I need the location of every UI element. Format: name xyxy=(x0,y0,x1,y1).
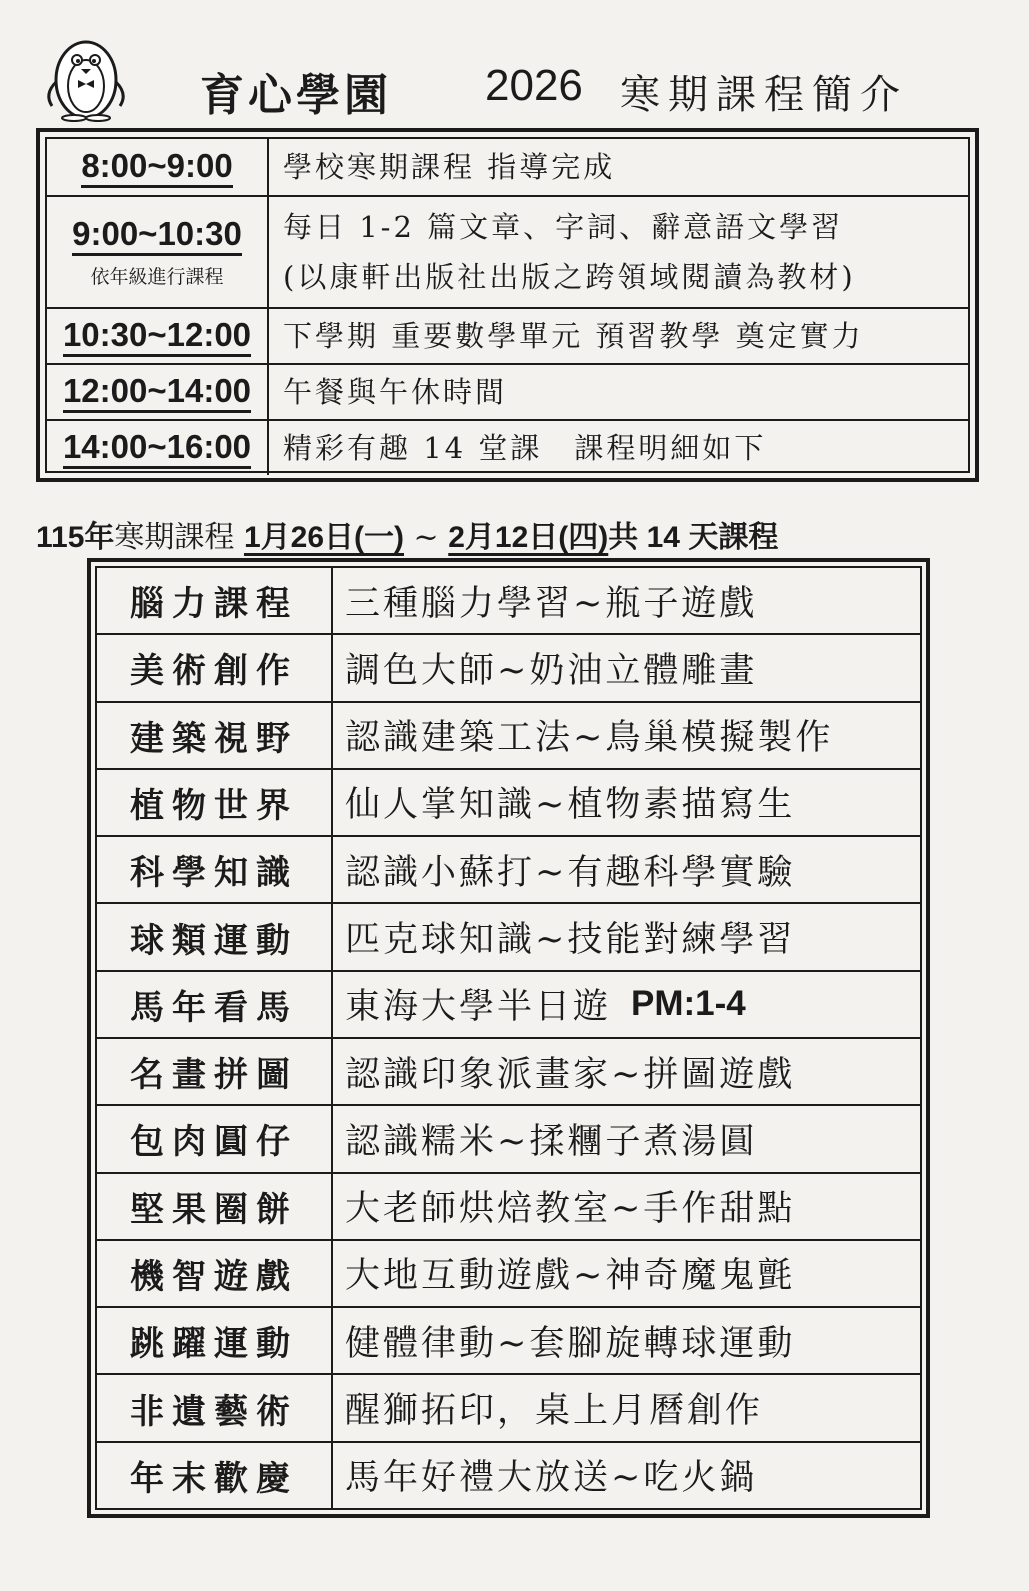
schedule-row xyxy=(47,421,968,475)
course-row xyxy=(97,1443,920,1508)
course-description xyxy=(333,1106,920,1171)
course-description-text: 認識印象派畫家~拼圖遊戲 xyxy=(345,1054,796,1095)
schedule-time-cell xyxy=(47,365,269,419)
course-row xyxy=(97,568,920,635)
schedule-description xyxy=(269,309,968,363)
header-year: 2026 xyxy=(485,61,583,110)
schedule-description xyxy=(269,365,968,419)
schedule-line: 午餐與午休時間 xyxy=(283,375,508,409)
course-description-text: 醒獅拓印，桌上月曆創作 xyxy=(345,1391,764,1432)
schedule-description xyxy=(269,197,968,307)
schedule-row xyxy=(47,139,968,197)
course-name: 非遺藝術 xyxy=(97,1375,333,1440)
daily-schedule-table xyxy=(36,128,979,482)
course-name: 跳躍運動 xyxy=(97,1308,333,1373)
schedule-time-cell xyxy=(47,139,269,195)
schedule-time: 8:00~9:00 xyxy=(81,147,232,188)
course-description-text: 匹克球知識~技能對練學習 xyxy=(345,920,796,961)
schedule-row xyxy=(47,365,968,421)
schedule-line: 精彩有趣 14 堂課 課程明細如下 xyxy=(283,431,767,465)
course-row xyxy=(97,1375,920,1442)
course-name: 機智遊戲 xyxy=(97,1241,333,1306)
daily-schedule-body xyxy=(45,137,970,473)
course-description-text: 健體律動~套腳旋轉球運動 xyxy=(345,1323,796,1364)
course-time-note: PM:1-4 xyxy=(631,984,746,1024)
course-description-text: 認識小蘇打~有趣科學實驗 xyxy=(345,852,796,893)
course-description xyxy=(333,568,920,633)
course-description-text: 大地互動遊戲~神奇魔鬼氈 xyxy=(345,1256,796,1297)
course-description xyxy=(333,703,920,768)
course-name: 包肉圓仔 xyxy=(97,1106,333,1171)
course-row xyxy=(97,635,920,702)
course-description xyxy=(333,635,920,700)
course-description-text: 三種腦力學習~瓶子遊戲 xyxy=(345,583,758,624)
course-table-body xyxy=(95,566,922,1510)
course-description xyxy=(333,1039,920,1104)
program-label: 寒期課程 xyxy=(114,520,235,555)
course-description xyxy=(333,972,920,1037)
course-row xyxy=(97,1106,920,1173)
grade-note: 依年級進行課程 xyxy=(90,266,224,288)
course-name: 堅果圈餅 xyxy=(97,1174,333,1239)
course-description-text: 認識糯米~揉糰子煮湯圓 xyxy=(345,1121,758,1162)
course-description xyxy=(333,904,920,969)
course-row xyxy=(97,770,920,837)
page-header xyxy=(200,55,980,125)
schedule-time: 14:00~16:00 xyxy=(63,428,251,469)
course-row xyxy=(97,837,920,904)
course-table xyxy=(87,558,930,1518)
course-description-text: 馬年好禮大放送~吃火鍋 xyxy=(345,1458,758,1499)
schedule-time-cell xyxy=(47,421,269,475)
course-description xyxy=(333,1375,920,1440)
course-description xyxy=(333,1174,920,1239)
course-description-text: 東海大學半日遊 xyxy=(345,987,612,1028)
course-description xyxy=(333,1443,920,1508)
schedule-time: 12:00~14:00 xyxy=(63,372,251,413)
course-row xyxy=(97,972,920,1039)
course-name: 馬年看馬 xyxy=(97,972,333,1037)
schedule-row xyxy=(47,309,968,365)
course-name: 科學知識 xyxy=(97,837,333,902)
course-description-text: 調色大師~奶油立體雕畫 xyxy=(345,650,758,691)
course-name: 美術創作 xyxy=(97,635,333,700)
total-days: 共 14 天課程 xyxy=(608,521,779,554)
schedule-time: 10:30~12:00 xyxy=(63,316,251,357)
course-row xyxy=(97,1039,920,1106)
schedule-time-cell xyxy=(47,309,269,363)
course-row xyxy=(97,1308,920,1375)
schedule-description xyxy=(269,139,968,195)
end-date: 2月12日(四) xyxy=(448,521,609,554)
course-description-text: 認識建築工法~鳥巢模擬製作 xyxy=(345,718,834,759)
start-date: 1月26日(一) xyxy=(243,521,404,554)
schedule-line: 下學期 重要數學單元 預習教學 奠定實力 xyxy=(283,319,864,353)
schedule-time: 9:00~10:30 xyxy=(72,215,242,256)
schedule-line: 學校寒期課程 指導完成 xyxy=(283,150,616,184)
course-name: 年末歡慶 xyxy=(97,1443,333,1508)
school-name: 育心學園 xyxy=(200,70,392,121)
course-description xyxy=(333,1241,920,1306)
course-name: 腦力課程 xyxy=(97,568,333,633)
course-name: 植物世界 xyxy=(97,770,333,835)
program-date-range xyxy=(36,512,996,556)
schedule-line: 每日 1-2 篇文章、字詞、辭意語文學習 xyxy=(283,210,844,244)
course-row xyxy=(97,904,920,971)
course-description xyxy=(333,770,920,835)
schedule-line: (以康軒出版社出版之跨領域閱讀為教材) xyxy=(283,260,856,294)
course-row xyxy=(97,1241,920,1308)
course-description-text: 仙人掌知識~植物素描寫生 xyxy=(345,785,796,826)
course-description xyxy=(333,837,920,902)
course-row xyxy=(97,703,920,770)
page-title: 寒期課程簡介 xyxy=(620,72,908,118)
course-description-text: 大老師烘焙教室~手作甜點 xyxy=(345,1189,796,1230)
schedule-description xyxy=(269,421,968,475)
course-name: 建築視野 xyxy=(97,703,333,768)
schedule-time-cell xyxy=(47,197,269,307)
date-separator: ~ xyxy=(413,520,439,555)
course-row xyxy=(97,1174,920,1241)
course-name: 名畫拼圖 xyxy=(97,1039,333,1104)
schedule-row xyxy=(47,197,968,309)
course-description xyxy=(333,1308,920,1373)
course-name: 球類運動 xyxy=(97,904,333,969)
penguin-icon xyxy=(36,22,136,122)
roc-year-label: 115年 xyxy=(36,521,115,554)
